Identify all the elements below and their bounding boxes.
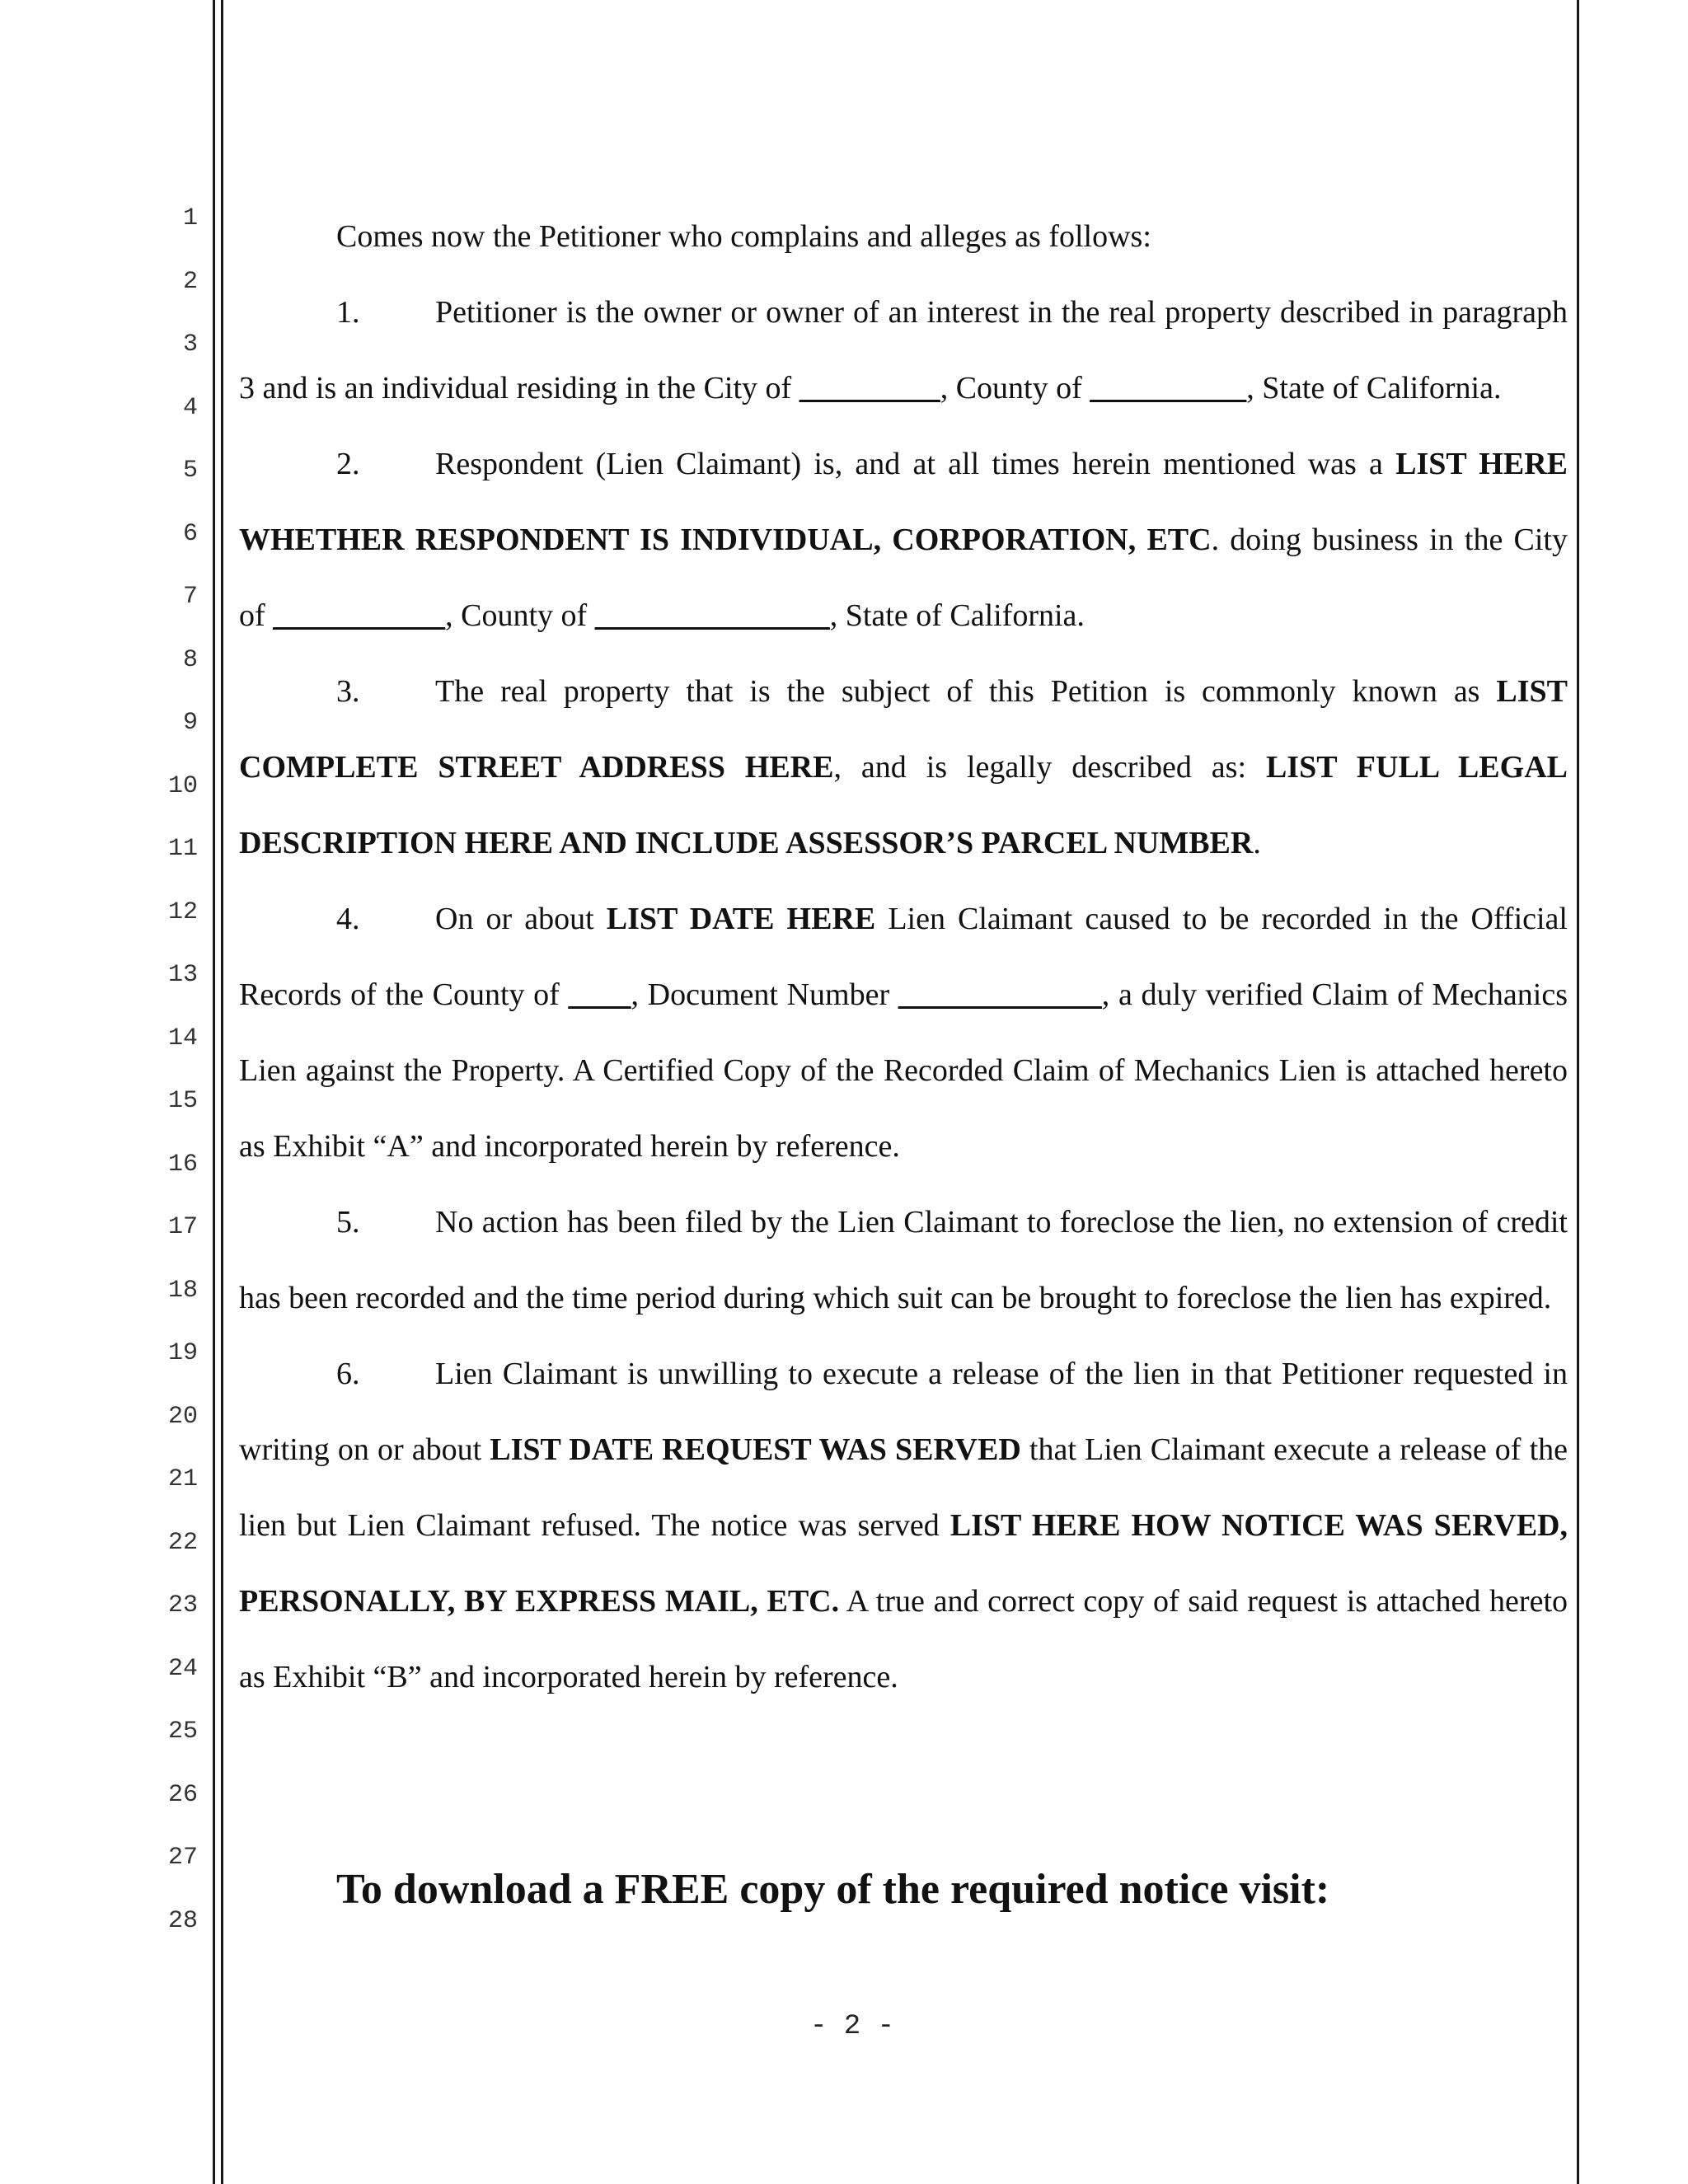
line-number: 12	[167, 898, 198, 926]
placeholder-instruction: LIST HERE WHETHER RESPONDENT IS INDIVIDUAL, CORPORATION, ETC	[239, 447, 1568, 557]
line-number: 27	[167, 1844, 198, 1872]
line-number: 26	[167, 1780, 198, 1809]
line-number: 24	[167, 1654, 198, 1683]
line-number: 7	[182, 583, 198, 611]
page-number: - 2 -	[809, 2011, 895, 2042]
line-number: 19	[167, 1339, 198, 1367]
line-number: 10	[167, 771, 198, 800]
line-number: 20	[167, 1402, 198, 1431]
line-number: 2	[182, 267, 198, 296]
line-number: 1	[182, 204, 198, 232]
line-number: 9	[182, 709, 198, 737]
line-number: 8	[182, 645, 198, 674]
paragraph-number: 2.	[336, 447, 360, 481]
left-margin-rule-inner	[221, 0, 223, 2184]
line-number: 15	[167, 1087, 198, 1115]
line-number: 3	[182, 330, 198, 359]
right-margin-rule	[1577, 0, 1579, 2184]
line-number: 18	[167, 1276, 198, 1305]
line-number: 22	[167, 1528, 198, 1557]
line-number: 16	[167, 1150, 198, 1179]
intro-paragraph: Comes now the Petitioner who complains and alleges as follows:	[336, 219, 1151, 254]
blank-field: __________	[1090, 371, 1247, 405]
blank-field: _____________	[898, 977, 1102, 1012]
paragraph-number: 5.	[336, 1205, 360, 1240]
paragraph-3: 3. The real property that is the subject of this Petition is commonly known as LIST COMPLETE STREET ADDRESS HERE, and is legally described as: LIST FULL LEGAL DESCRIPTION HERE AND INCLUDE ASSESSOR’S PARCEL NUMBER.	[239, 654, 1568, 881]
line-number: 23	[167, 1591, 198, 1619]
line-number: 11	[167, 835, 198, 863]
paragraph-number: 3.	[336, 674, 360, 709]
paragraph-6: 6. Lien Claimant is unwilling to execute a release of the lien in that Petitioner requested in writing on or about LIST DATE REQUEST WAS SERVED that Lien Claimant execute a release of the lien but Lien Claimant refused. The notice was served LIST HERE HOW NOTICE WAS SERVED, PERSONALLY, BY EXPRESS MAIL, ETC. A true and correct copy of said request is attached hereto as Exhibit “B” and incorporated herein by reference.	[239, 1336, 1568, 1715]
blank-field: ____	[568, 977, 631, 1012]
line-number: 13	[167, 961, 198, 989]
petition-body	[239, 199, 1568, 1715]
paragraph-1: 1. Petitioner is the owner or owner of an interest in the real property described in paragraph 3 and is an individual residing in the City of _________, County of __________, State of California.	[239, 274, 1568, 426]
paragraph-number: 6.	[336, 1357, 360, 1391]
paragraph-4: 4. On or about LIST DATE HERE Lien Claimant caused to be recorded in the Official Records of the County of ____, Document Number _____________, a duly verified Claim of Mechanics Lien against the Property. A Certified Copy of the Recorded Claim of Mechanics Lien is attached hereto as Exhibit “A” and incorporated herein by reference.	[239, 881, 1568, 1184]
blank-field: ___________	[273, 598, 446, 633]
line-number: 21	[167, 1465, 198, 1493]
paragraph-2: 2. Respondent (Lien Claimant) is, and at all times herein mentioned was a LIST HERE WHETHER RESPONDENT IS INDIVIDUAL, CORPORATION, ETC. doing business in the City of ___________, County of _______________, State of California.	[239, 426, 1568, 654]
placeholder-instruction: LIST DATE REQUEST WAS SERVED	[490, 1432, 1021, 1467]
placeholder-instruction: LIST COMPLETE STREET ADDRESS HERE	[239, 674, 1568, 785]
placeholder-instruction: LIST HERE HOW NOTICE WAS SERVED, PERSONALLY, BY EXPRESS MAIL, ETC.	[239, 1508, 1568, 1619]
paragraph-number: 1.	[336, 295, 360, 330]
download-notice-heading: To download a FREE copy of the required notice visit:	[336, 1866, 1330, 1913]
blank-field: _______________	[594, 598, 830, 633]
placeholder-instruction: LIST DATE HERE	[606, 902, 876, 936]
paragraph-5: 5. No action has been filed by the Lien Claimant to foreclose the lien, no extension of credit has been recorded and the time period during which suit can be brought to foreclose the lien has expired.	[239, 1184, 1568, 1336]
line-number: 6	[182, 519, 198, 548]
line-number: 14	[167, 1024, 198, 1052]
line-number: 25	[167, 1718, 198, 1746]
line-number: 17	[167, 1213, 198, 1241]
line-number: 4	[182, 393, 198, 422]
line-number: 5	[182, 457, 198, 485]
left-margin-rule-outer	[213, 0, 215, 2184]
line-number: 28	[167, 1906, 198, 1935]
paragraph-number: 4.	[336, 902, 360, 936]
placeholder-instruction: LIST FULL LEGAL DESCRIPTION HERE AND INCLUDE ASSESSOR’S PARCEL NUMBER	[239, 750, 1568, 860]
blank-field: _________	[799, 371, 940, 405]
